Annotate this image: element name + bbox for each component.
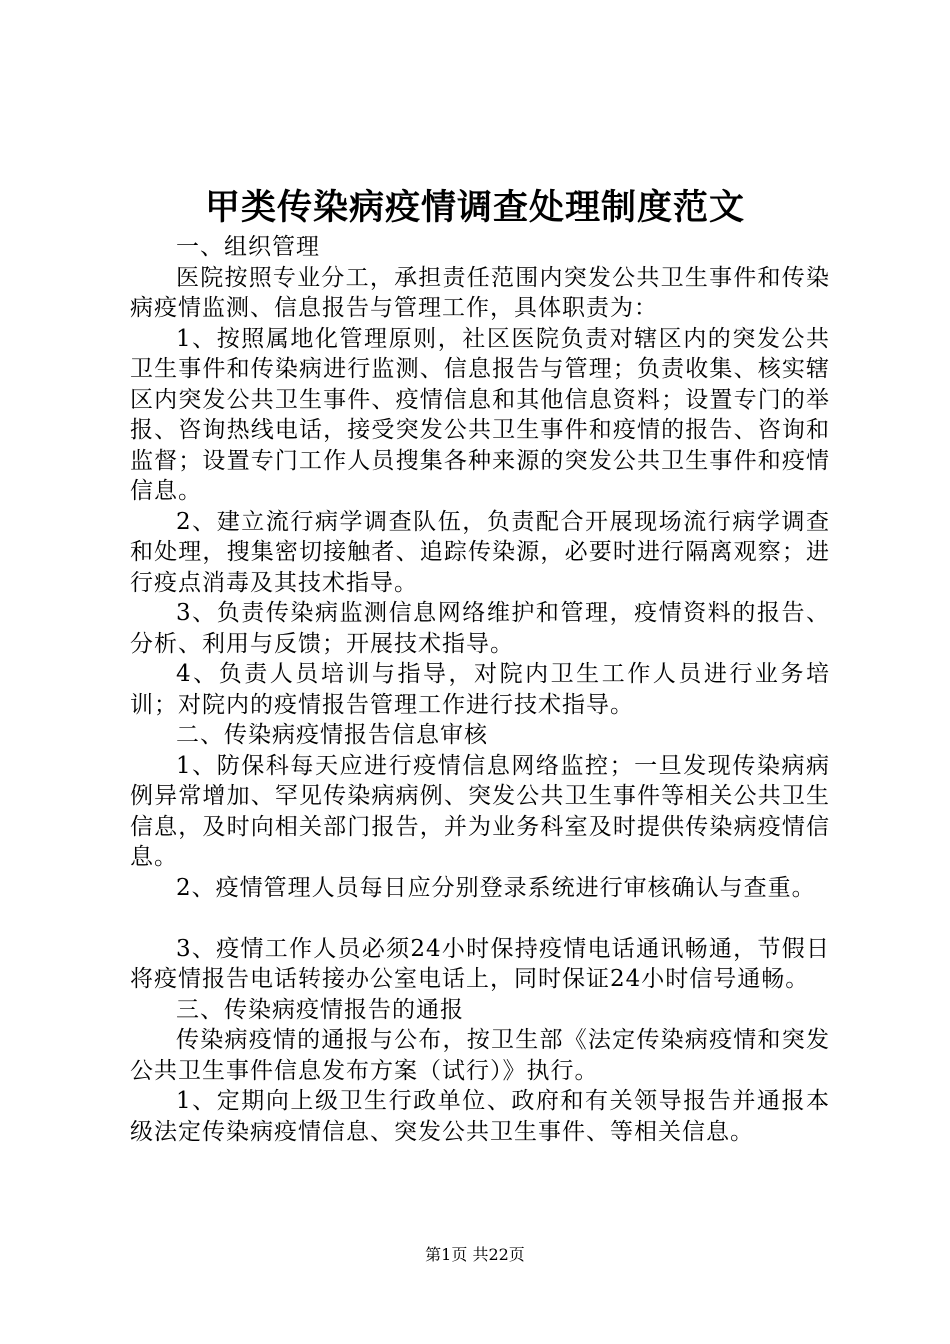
section-heading: 一、组织管理 [176,234,320,260]
list-item: 4、负责人员培训与指导，对院内卫生工作人员进行业务培训；对院内的疫情报告管理工作进行技术指导。 [130,661,830,718]
document-body [130,232,830,1147]
list-item: 1、定期向上级卫生行政单位、政府和有关领导报告并通报本级法定传染病疫情信息、突发公共卫生事件、等相关信息。 [130,1088,830,1145]
list-item: 3、疫情工作人员必须24小时保持疫情电话通讯畅通，节假日将疫情报告电话转接办公室电话上，同时保证24小时信号通畅。 [130,935,830,992]
paragraph: 医院按照专业分工，承担责任范围内突发公共卫生事件和传染病疫情监测、信息报告与管理工作，具体职责为： [130,264,830,321]
list-item: 2、疫情管理人员每日应分别登录系统进行审核确认与查重。 [176,874,816,901]
list-item: 1、防保科每天应进行疫情信息网络监控；一旦发现传染病病例异常增加、罕见传染病病例、突发公共卫生事件等相关公共卫生信息，及时向相关部门报告，并为业务科室及时提供传染病疫情信息。 [130,752,830,870]
document-title: 甲类传染病疫情调查处理制度范文 [204,187,745,228]
page-number: 第1页 共22页 [425,1245,525,1264]
section-heading: 二、传染病疫情报告信息审核 [176,722,488,748]
paragraph: 传染病疫情的通报与公布，按卫生部《法定传染病疫情和突发公共卫生事件信息发布方案（试行）》执行。 [130,1027,830,1084]
list-item: 1、按照属地化管理原则，社区医院负责对辖区内的突发公共卫生事件和传染病进行监测、信息报告与管理；负责收集、核实辖区内突发公共卫生事件、疫情信息和其他信息资料；设置专门的举报、咨询热线电话，接受突发公共卫生事件和疫情的报告、咨询和监督；设置专门工作人员搜集各种来源的突发公共卫生事件和疫情信息。 [130,325,830,504]
list-item: 2、建立流行病学调查队伍，负责配合开展现场流行病学调查和处理，搜集密切接触者、追踪传染源，必要时进行隔离观察；进行疫点消毒及其技术指导。 [130,508,830,596]
blank-line [130,903,830,934]
section-heading: 三、传染病疫情报告的通报 [176,996,464,1023]
list-item: 3、负责传染病监测信息网络维护和管理，疫情资料的报告、分析、利用与反馈；开展技术指导。 [130,600,830,657]
